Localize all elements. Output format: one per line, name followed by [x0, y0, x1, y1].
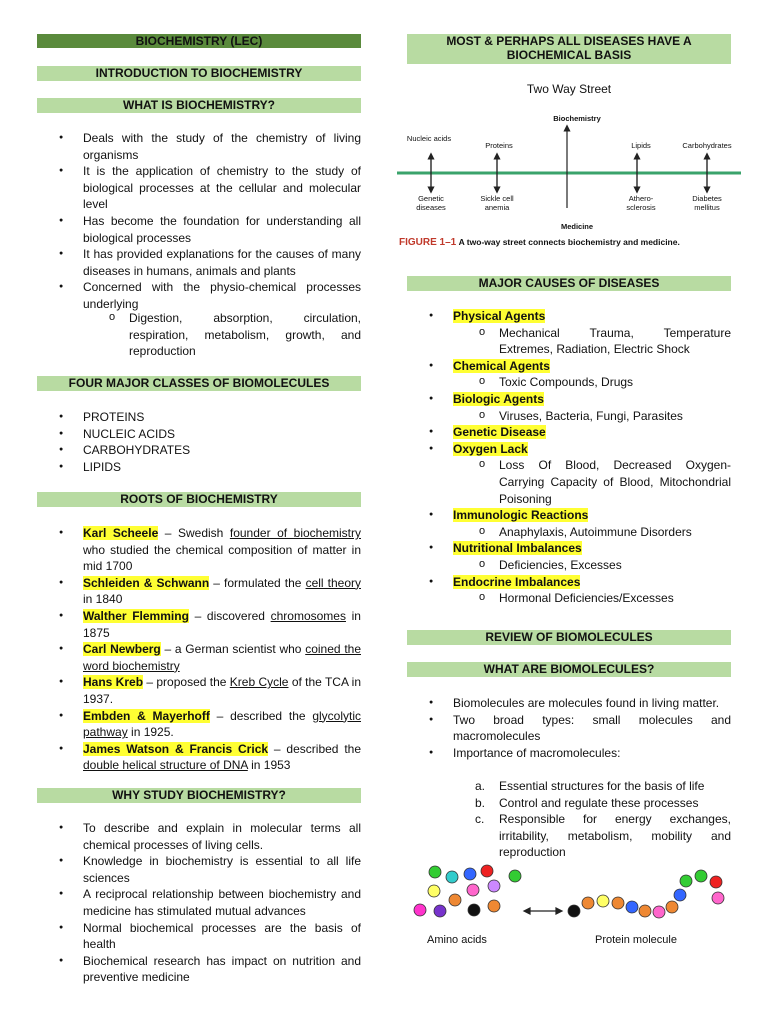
figure-label: Lipids [631, 141, 651, 150]
root-text: – formulated the [209, 575, 306, 590]
list-item: o Deficiencies, Excesses [453, 557, 731, 574]
cause-name: Nutritional Imbalances [453, 541, 582, 556]
section-causes: MAJOR CAUSES OF DISEASES [407, 276, 731, 291]
figure-label: Athero-sclerosis [626, 194, 656, 212]
cause-sublist [453, 557, 731, 574]
list-item: ● Biomolecules are molecules found in living matter. [407, 695, 731, 712]
section-roots: ROOTS OF BIOCHEMISTRY [37, 492, 361, 507]
list-item: ● LIPIDS [37, 459, 361, 476]
root-text: who studied the chemical composition of matter in mid 1700 [83, 542, 361, 574]
roots-list [37, 525, 361, 774]
cause-name: Biologic Agents [453, 391, 544, 406]
classes-list [37, 409, 361, 475]
list-item: ● It is the application of chemistry to the study of biological processes at the cellular and molecular level [37, 163, 361, 213]
list-item: ● To describe and explain in molecular terms all chemical processes of living cells. [37, 820, 361, 853]
section-what-are: WHAT ARE BIOMOLECULES? [407, 662, 731, 677]
list-item: ● Two broad types: small molecules and macromolecules [407, 712, 731, 745]
macromolecule-importance-list [453, 778, 731, 861]
cause-sublist [453, 457, 731, 507]
root-underlined: double helical structure of DNA [83, 758, 248, 773]
scientist-name: Walther Flemming [83, 608, 189, 623]
root-text: of the TCA in 1937. [83, 675, 361, 706]
figure-label: Nucleic acids [406, 134, 452, 143]
list-item [407, 441, 731, 507]
scientist-name: Embden & Mayerhoff [83, 708, 210, 723]
list-item: ● Importance of macromolecules: [407, 745, 731, 762]
cause-sublist [453, 524, 731, 541]
root-text: in 1875 [83, 608, 361, 640]
root-text: – Swedish [158, 526, 230, 540]
figure-label: Carbohydrates [682, 141, 732, 150]
cause-sublist [453, 374, 731, 391]
section-why: WHY STUDY BIOCHEMISTRY? [37, 788, 361, 803]
cause-name: Genetic Disease [453, 425, 546, 440]
list-marker: a. [475, 779, 486, 793]
section-what-is: WHAT IS BIOCHEMISTRY? [37, 98, 361, 113]
list-item [407, 358, 731, 391]
list-marker: c. [475, 812, 485, 827]
list-item: ● Normal biochemical processes are the basis of health [37, 920, 361, 953]
list-item: o Loss Of Blood, Decreased Oxygen-Carrying Capacity of Blood, Mitochondrial Poisoning [453, 457, 731, 507]
figure-label: Sickle cell anemia [480, 194, 514, 212]
root-text: in 1925. [127, 725, 174, 740]
section-diseases-basis: MOST & PERHAPS ALL DISEASES HAVE A BIOCHEMICAL BASIS [407, 34, 731, 64]
list-item [37, 608, 361, 641]
scientist-name: Hans Kreb [83, 675, 144, 690]
figure-label: Diabetes mellitus [692, 194, 722, 212]
amino-acids-cluster [414, 865, 521, 917]
figure-label: Genetic diseases [416, 194, 446, 212]
list-item: ● Biochemical research has impact on nutrition and preventive medicine [37, 953, 361, 986]
root-underlined: chromosomes [270, 608, 346, 623]
section-classes: FOUR MAJOR CLASSES OF BIOMOLECULES [37, 376, 361, 391]
root-text: in 1840 [83, 592, 123, 607]
list-item [407, 507, 731, 540]
list-item: o Digestion, absorption, circulation, respiration, metabolism, growth, and reproduction [83, 310, 361, 360]
list-item [453, 778, 731, 795]
root-text: – discovered [188, 608, 271, 623]
list-item: o Toxic Compounds, Drugs [453, 374, 731, 391]
section-review: REVIEW OF BIOMOLECULES [407, 630, 731, 645]
list-item [453, 795, 731, 812]
list-item: ● It has provided explanations for the causes of many diseases in humans, animals and plants [37, 246, 361, 279]
caption-text: A two-way street connects biochemistry and medicine. [458, 237, 680, 247]
figure-bottom-label: Medicine [560, 222, 594, 231]
list-item [37, 641, 361, 674]
scientist-name: James Watson & Francis Crick [83, 741, 269, 756]
cause-name: Immunologic Reactions [453, 508, 589, 523]
list-item: ● Knowledge in biochemistry is essential to all life sciences [37, 853, 361, 886]
list-text: Essential structures for the basis of life [499, 779, 705, 793]
list-item: o Hormonal Deficiencies/Excesses [453, 590, 731, 607]
section-intro: INTRODUCTION TO BIOCHEMISTRY [37, 66, 361, 81]
root-underlined: glycolytic pathway [83, 708, 361, 740]
root-text: – described the [268, 741, 361, 756]
scientist-name: Carl Newberg [83, 642, 161, 657]
root-underlined: founder of biochemistry [229, 526, 361, 540]
amino-acids-label: Amino acids [427, 934, 487, 946]
cause-name: Oxygen Lack [453, 441, 528, 456]
list-item [407, 424, 731, 441]
what-are-list [407, 695, 731, 761]
figure-caption [399, 237, 739, 248]
list-item: ● Deals with the study of the chemistry of living organisms [37, 130, 361, 163]
protein-chain [568, 870, 724, 918]
list-item: o Viruses, Bacteria, Fungi, Parasites [453, 408, 731, 425]
what-is-list [37, 130, 361, 313]
cause-sublist [453, 325, 731, 358]
why-list [37, 820, 361, 986]
list-item [37, 708, 361, 741]
list-item: o Anaphylaxis, Autoimmune Disorders [453, 524, 731, 541]
list-item [37, 741, 361, 774]
cause-name: Chemical Agents [453, 358, 550, 373]
list-item: o Mechanical Trauma, Temperature Extremes, Radiation, Electric Shock [453, 325, 731, 358]
cause-name: Physical Agents [453, 309, 546, 323]
cause-name: Endocrine Imbalances [453, 574, 581, 589]
figure-label: Proteins [485, 141, 513, 150]
what-is-sublist [83, 310, 361, 360]
list-item [407, 391, 731, 424]
list-item [37, 575, 361, 608]
list-item: ● CARBOHYDRATES [37, 442, 361, 459]
list-item: ● Concerned with the physio-chemical processes underlying [37, 279, 361, 312]
list-item [37, 674, 361, 707]
amino-acid-figure [407, 860, 731, 930]
scientist-name: Karl Scheele [83, 526, 159, 540]
root-text: – a German scientist who [160, 642, 306, 657]
list-item [407, 574, 731, 607]
doc-title: BIOCHEMISTRY (LEC) [37, 34, 361, 48]
protein-molecule-label: Protein molecule [595, 934, 677, 946]
root-text: in 1953 [247, 758, 291, 773]
cause-sublist [453, 590, 731, 607]
list-item [453, 811, 731, 861]
root-underlined: cell theory [305, 575, 361, 590]
list-item: ● NUCLEIC ACIDS [37, 426, 361, 443]
list-marker: b. [475, 795, 486, 810]
causes-list [407, 308, 731, 607]
cause-sublist [453, 408, 731, 425]
list-item [37, 525, 361, 575]
scientist-name: Schleiden & Schwann [83, 575, 210, 590]
root-underlined: Kreb Cycle [229, 675, 289, 690]
list-item: ● A reciprocal relationship between biochemistry and medicine has stimulated mutual advances [37, 886, 361, 919]
double-arrow [524, 908, 562, 914]
list-item [407, 308, 731, 358]
root-underlined: coined the word biochemistry [83, 642, 361, 673]
caption-label: FIGURE 1–1 [399, 237, 457, 248]
list-item: ● Has become the foundation for understanding all biological processes [37, 213, 361, 246]
list-text: Control and regulate these processes [499, 795, 699, 810]
list-item [407, 540, 731, 573]
list-text: Responsible for energy exchanges, irritability, metabolism, mobility and reproduction [499, 812, 731, 860]
two-way-label: Two Way Street [526, 82, 612, 96]
list-item: ● PROTEINS [37, 409, 361, 426]
two-way-street-figure [397, 108, 741, 238]
root-text: – described the [209, 708, 313, 723]
figure-top-label: Biochemistry [553, 114, 601, 123]
root-text: – proposed the [143, 675, 230, 690]
